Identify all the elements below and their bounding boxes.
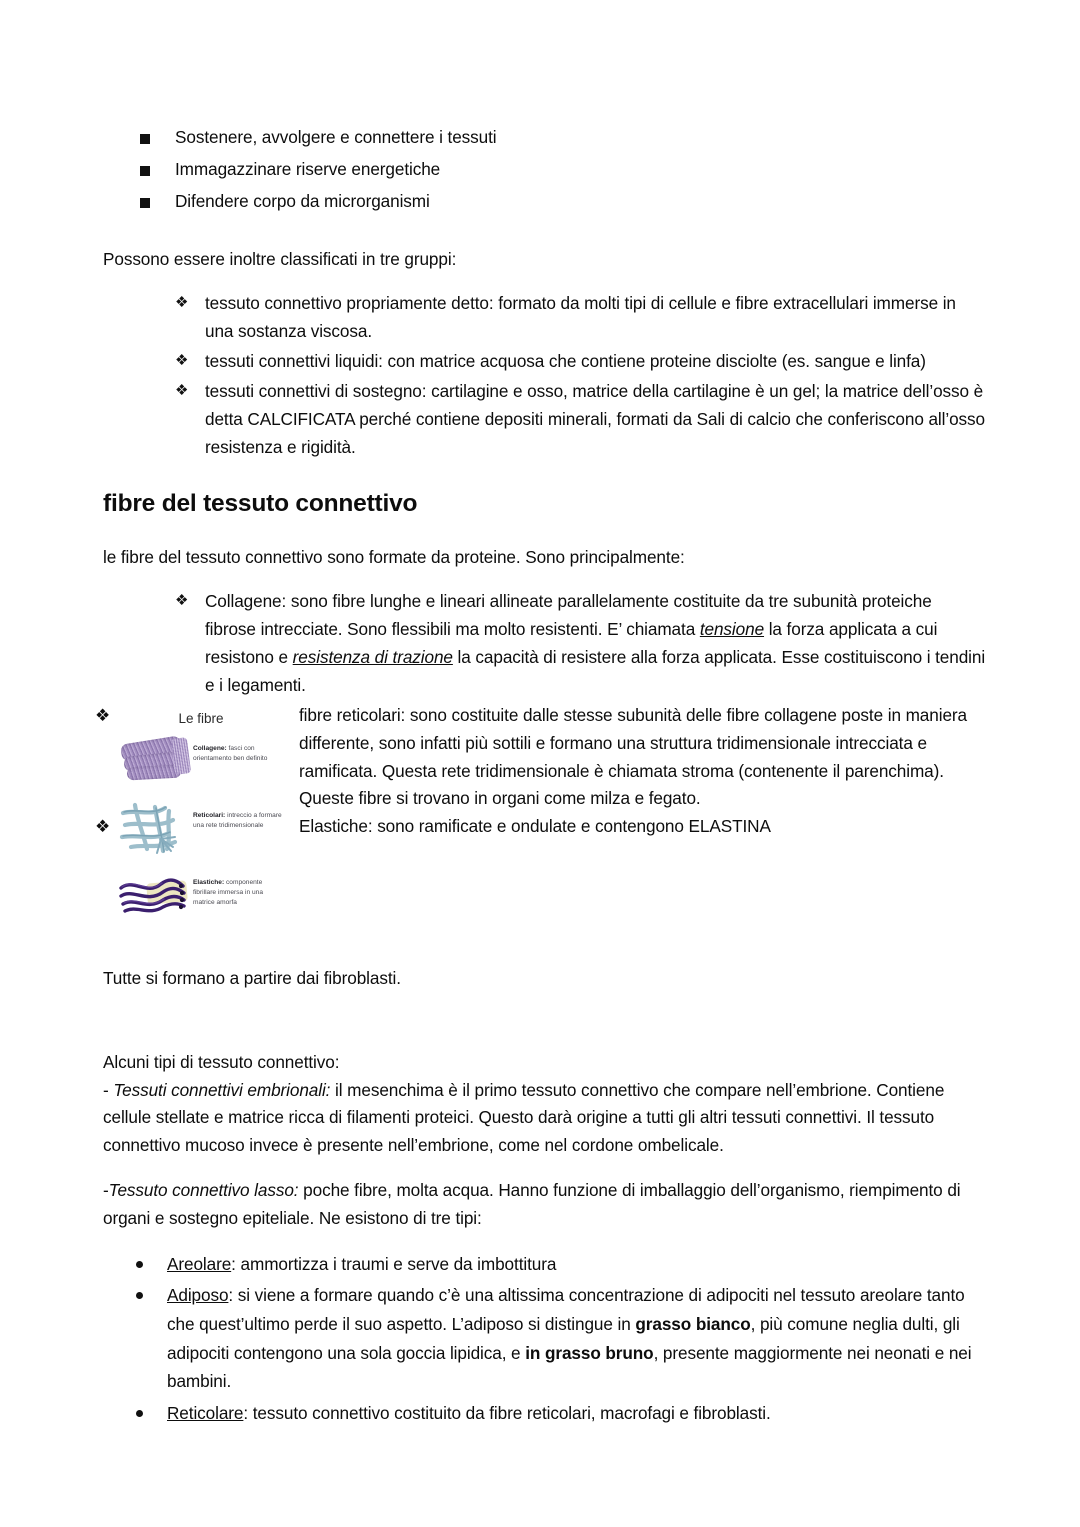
reticular-fiber-illustration [117, 799, 191, 857]
section-heading: fibre del tessuto connettivo [103, 489, 418, 517]
types-intro-text: Alcuni tipi di tessuto connettivo: [103, 1051, 340, 1072]
fibre-block [95, 588, 987, 938]
functions-list [103, 124, 987, 216]
areolare-term: Areolare [167, 1253, 232, 1274]
collagen-fiber-illustration [117, 732, 191, 790]
figure-caption-elastiche [191, 866, 285, 908]
list-item-reticolare [103, 1399, 987, 1428]
lasso-lead: Tessuto connettivo lasso: [108, 1180, 299, 1201]
adiposo-text-3: , presente maggiormente nei neonati e nei bambini. [167, 1342, 972, 1392]
adiposo-term: Adiposo [167, 1285, 229, 1306]
adiposo-text-2: , più comune neglia dulti, gli adipociti contengono una sola goccia lipidica, e [167, 1314, 960, 1363]
figure-caption-elastiche-name: Elastiche: [193, 878, 225, 886]
spacer [103, 939, 987, 965]
fibroblasti-text: Tutte si formano a partire dai fibroblasti. [103, 967, 401, 988]
groups-intro-text: Possono essere inoltre classificati in tre gruppi: [103, 248, 457, 269]
list-item-areolare [103, 1250, 987, 1279]
embrionali-lead: Tessuti connettivi embrionali: [113, 1079, 331, 1100]
list-item-collagene [103, 588, 987, 699]
reticolare-term: Reticolare [167, 1402, 244, 1423]
embrionali-prefix: - [103, 1079, 114, 1100]
elastic-fiber-illustration [117, 866, 191, 924]
collagene-text-1: sono fibre lunghe e lineari allineate parallelamente costituite da tre subunità proteiche fibrose intrecciate. Sono flessibili ma molto resistenti. E’ chiamata [205, 591, 932, 640]
spacer [103, 571, 987, 588]
figure-caption-collagene-text: fasci con orientamento ben definito [193, 744, 268, 762]
figure-caption-collagene [191, 732, 285, 764]
list-item: Immagazzinare riserve energetiche [103, 156, 987, 184]
areolare-text: : ammortizza i traumi e serve da imbottitura [231, 1253, 557, 1274]
lasso-types-list [103, 1250, 987, 1427]
lasso-text: poche fibre, molta acqua. Hanno funzione di imballaggio dell’organismo, riempimento di organi e sostegno epiteliale. Ne esistono di tre tipi: [103, 1180, 961, 1229]
figure-caption-reticolari-name: Reticolari: [193, 811, 226, 819]
spacer [103, 464, 987, 490]
reticolari-text: fibre reticolari: sono costituite dalle stesse subunità delle fibre collagene poste in maniera differente, sono infatti più sottili e formano una struttura tridimensionale intrecciata e ramificata. Questa rete tridimensionale è chiamata stroma (contenente il parenchima). Queste fibre si trovano in organi come milza e fegato. [299, 704, 967, 809]
embrionali-text: il mesenchima è il primo tessuto connettivo che compare nell’embrione. Contiene cellule stellate e matrice ricca di filamenti proteici. Questo darà origine a tutti gli altri tessuti connettivi. Il tessuto connettivo mucoso invece è presente nell’embrione, come nel cordone ombelicale. [103, 1079, 945, 1156]
section-intro-text: le fibre del tessuto connettivo sono formate da proteine. Sono principalmente: [103, 546, 685, 567]
list-item: ❖ tessuti connettivi liquidi: con matrice acquosa che contiene proteine disciolte (es. sangue e linfa) [103, 348, 987, 376]
collagene-list [103, 588, 987, 699]
collagene-emph-resistenza: resistenza di trazione [292, 647, 453, 668]
figure-row-elastiche [117, 866, 285, 924]
elastiche-paragraph: ❖ Elastiche: sono ramificate e ondulate e contengono ELASTINA [95, 816, 771, 837]
figure-caption-collagene-name: Collagene: [193, 744, 227, 752]
document-content [95, 124, 987, 1430]
spacer [103, 273, 987, 290]
collagene-text-2: la forza applicata a cui resistono e [205, 619, 938, 668]
list-item: ❖ tessuto connettivo propriamente detto: formato da molti tipi di cellule e fibre extracellulari immerse in una sostanza viscosa. [103, 290, 987, 346]
elastiche-text: Elastiche: sono ramificate e ondulate e contengono ELASTINA [299, 816, 771, 837]
adiposo-bold-grasso-bianco: grasso bianco [635, 1314, 751, 1334]
embrionali-paragraph [103, 1077, 987, 1161]
groups-list [103, 290, 987, 461]
lasso-prefix: - [103, 1180, 109, 1201]
reticolari-paragraph: ❖ fibre reticolari: sono costituite dalle stesse subunità delle fibre collagene poste in maniera differente, sono infatti più sottili e formano una struttura tridimensionale intrecciata e ramificata. Questa rete tridimensionale è chiamata stroma (contenente il parenchima). Queste fibre si trovano in organi come milza e fegato. [95, 704, 967, 809]
reticolare-text: : tessuto connettivo costituito da fibre reticolari, macrofagi e fibroblasti. [243, 1402, 771, 1423]
figure-caption-elastiche-text: componente fibrillare immersa in una matrice amorfa [193, 878, 263, 906]
list-item-adiposo [103, 1281, 987, 1395]
spacer [103, 1233, 987, 1250]
adiposo-text-1: : si viene a formare quando c’è una altissima concentrazione di adipociti nel tessuto areolare tanto che quest’ultimo perde il suo aspetto. L’adiposo si distingue in [167, 1285, 965, 1334]
list-item: ❖ tessuti connettivi di sostegno: cartilagine e osso, matrice della cartilagine è un gel; la matrice dell’osso è detta CALCIFICATA perché contiene depositi minerali, formati da Sali di calcio che conferiscono all’osso resistenza e rigidità. [103, 378, 987, 462]
list-item: Difendere corpo da microrganismi [103, 188, 987, 216]
spacer [103, 1160, 987, 1177]
figure-row-collagene [117, 732, 285, 790]
figure-caption-reticolari-text: intreccio a formare una rete tridimensionale [193, 811, 282, 829]
collagene-emph-tensione: tensione [699, 619, 765, 640]
list-item: Sostenere, avvolgere e connettere i tessuti [103, 124, 987, 152]
collagene-lead: Collagene: [205, 591, 287, 612]
figure-title: Le fibre [178, 710, 224, 726]
spacer [103, 220, 987, 246]
collagene-text-3: la capacità di resistere alla forza applicata. Esse costituiscono i tendini e i legamenti. [205, 647, 986, 696]
adiposo-bold-grasso-bruno: in grasso bruno [525, 1342, 654, 1363]
spacer [103, 518, 987, 544]
spacer [103, 993, 987, 1049]
lasso-paragraph [103, 1177, 987, 1233]
